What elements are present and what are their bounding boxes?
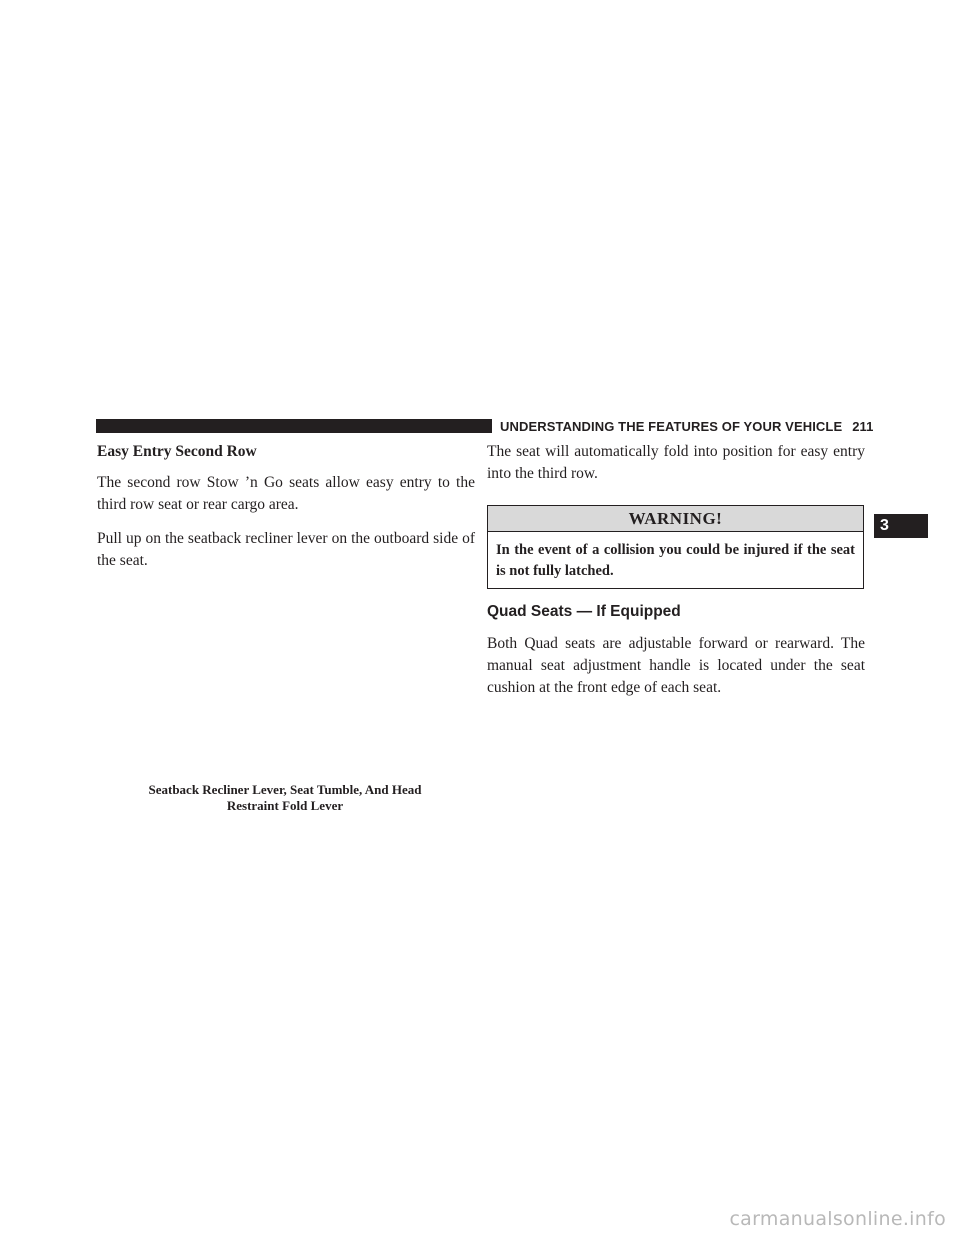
easy-entry-paragraph-2: Pull up on the seatback recliner lever on the outboard side of the seat. [97, 530, 475, 569]
running-header [500, 418, 874, 436]
figure-caption-line-1: Seatback Recliner Lever, Seat Tumble, And Head [148, 782, 422, 797]
header-section-title: UNDERSTANDING THE FEATURES OF YOUR VEHICLE [500, 419, 843, 434]
left-column [97, 441, 475, 584]
easy-entry-paragraph-1: The second row Stow ’n Go seats allow easy entry to the third row seat or rear cargo area. [97, 474, 475, 513]
header-rule [96, 419, 492, 433]
quad-seats-paragraph: Both Quad seats are adjustable forward or rearward. The manual seat adjustment handle is located under the seat cushion at the front edge of each seat. [487, 635, 865, 696]
warning-body: In the event of a collision you could be injured if the seat is not fully latched. [496, 542, 855, 579]
fold-paragraph: The seat will automatically fold into position for easy entry into the third row. [487, 443, 865, 482]
figure-caption-line-2: Restraint Fold Lever [226, 798, 344, 813]
watermark: carmanualsonline.info [729, 1208, 946, 1230]
warning-box [487, 505, 864, 589]
warning-title: WARNING! [488, 506, 863, 532]
quad-seats-heading: Quad Seats — If Equipped [487, 603, 681, 620]
chapter-tab: 3 [874, 514, 928, 538]
page-number: 211 [852, 419, 874, 434]
figure-caption [110, 782, 460, 814]
easy-entry-heading: Easy Entry Second Row [97, 443, 257, 460]
right-column [487, 441, 865, 711]
